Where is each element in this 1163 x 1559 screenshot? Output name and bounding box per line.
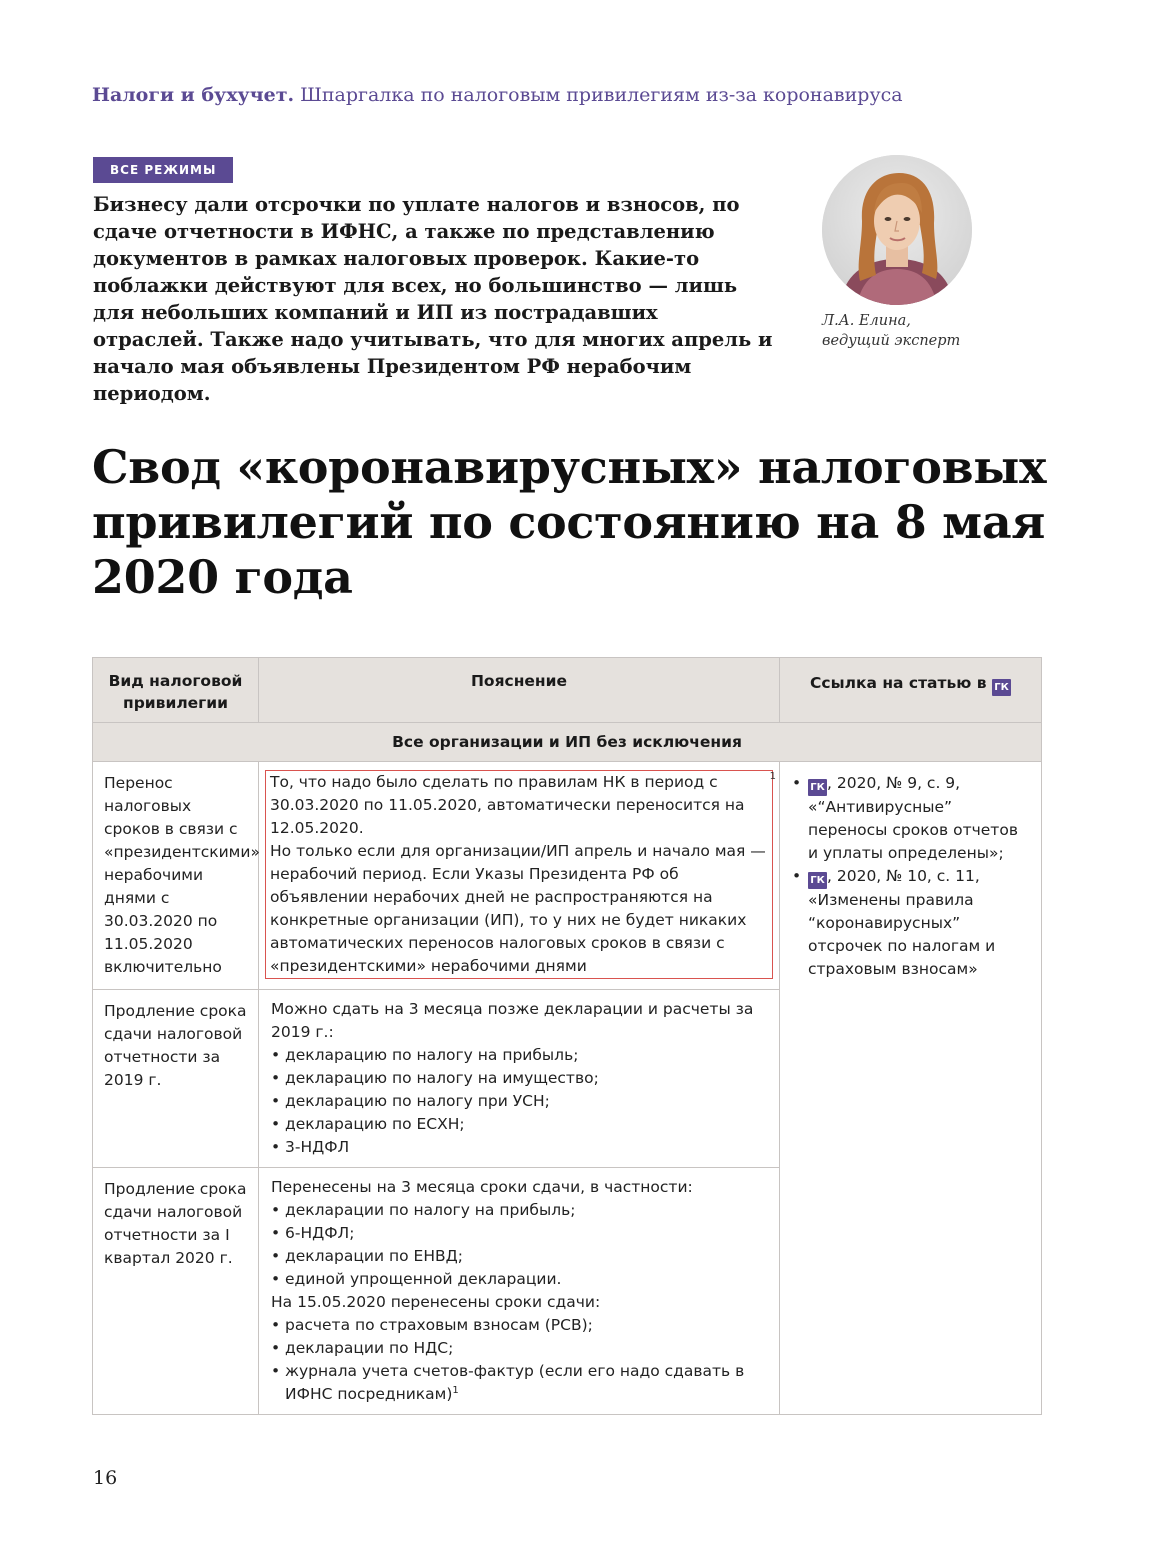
privilege-type-cell: Продление срока сдачи налоговой отчетности за 2019 г. xyxy=(93,990,259,1168)
table-header-row xyxy=(93,658,1042,723)
gk-logo-icon: ГК xyxy=(808,779,827,796)
running-head-section: Налоги и бухучет. xyxy=(92,84,295,106)
regime-tag: ВСЕ РЕЖИМЫ xyxy=(93,157,233,183)
bullet-icon: • xyxy=(271,1046,281,1064)
bullet-icon: • xyxy=(792,774,802,792)
explanation-text-1: То, что надо было сделать по правилам НК в период с 30.03.2020 по 11.05.2020, автоматически переносится на 12.05.2020. xyxy=(270,773,745,837)
article-title: Свод «коронавирусных» налоговых привилегий по состоянию на 8 мая 2020 года xyxy=(92,440,1047,604)
list-item-text: декларации по ЕНВД; xyxy=(285,1247,463,1265)
explanation-intro: Можно сдать на 3 месяца позже декларации и расчеты за 2019 г.: xyxy=(271,1000,754,1041)
list-item-text: журнала учета счетов-фактур (если его надо сдавать в ИФНС посредникам) xyxy=(285,1362,745,1403)
running-head-subtitle: Шпаргалка по налоговым привилегиям из-за коронавируса xyxy=(300,84,903,106)
explanation-intro-2: На 15.05.2020 перенесены сроки сдачи: xyxy=(271,1293,601,1311)
article-refs-cell xyxy=(780,762,1042,1415)
list-item-text: единой упрощенной декларации. xyxy=(285,1270,562,1288)
bullet-icon: • xyxy=(271,1270,281,1288)
privilege-type-cell: Продление срока сдачи налоговой отчетности за I квартал 2020 г. xyxy=(93,1168,259,1415)
bullet-icon: • xyxy=(271,1224,281,1242)
explanation-text-2: Но только если для организации/ИП апрель и начало мая — нерабочий период. Если Указы Президента РФ об объявлении нерабочих дней не распространяются на конкретные организации (ИП), то у них не будет никаких автоматических переносов налоговых сроков в связи с «президентскими» нерабочими днями xyxy=(270,842,766,975)
privileges-table xyxy=(92,657,1042,1415)
list-item-text: декларации по налогу на прибыль; xyxy=(285,1201,576,1219)
list-item xyxy=(271,1113,767,1136)
list-item xyxy=(271,1090,767,1113)
header-article-link-label: Ссылка на статью в xyxy=(810,674,987,692)
list-item xyxy=(271,1268,767,1291)
gk-logo-icon: ГК xyxy=(808,872,827,889)
bullet-icon: • xyxy=(271,1201,281,1219)
list-item xyxy=(271,1222,767,1245)
explanation-cell xyxy=(259,990,780,1168)
list-item xyxy=(271,1245,767,1268)
bullet-icon: • xyxy=(271,1092,281,1110)
group-all-organizations: Все организации и ИП без исключения xyxy=(93,723,1042,762)
declarations-list xyxy=(271,1044,767,1159)
margin-marker: 1 xyxy=(769,771,776,782)
header-article-link xyxy=(780,658,1042,723)
bullet-icon: • xyxy=(271,1069,281,1087)
article-ref[interactable] xyxy=(792,772,1029,865)
header-explanation: Пояснение xyxy=(259,658,780,723)
author-caption xyxy=(822,311,960,351)
explanation-intro: Перенесены на 3 месяца сроки сдачи, в частности: xyxy=(271,1178,693,1196)
list-item xyxy=(271,1199,767,1222)
list-item xyxy=(271,1044,767,1067)
list-item-text: расчета по страховым взносам (РСВ); xyxy=(285,1316,593,1334)
reports-list xyxy=(271,1199,767,1291)
article-ref-text: , 2020, № 10, с. 11, «Изменены правила “коронавирусных” отсрочек по налогам и страховым взносам» xyxy=(808,867,996,978)
list-item-text: декларации по НДС; xyxy=(285,1339,454,1357)
bullet-icon: • xyxy=(271,1138,281,1156)
article-refs-list xyxy=(792,772,1029,981)
author-photo xyxy=(822,155,972,305)
gk-logo-icon: ГК xyxy=(992,679,1011,696)
reports-list-2 xyxy=(271,1314,767,1406)
list-item-text: декларацию по налогу на имущество; xyxy=(285,1069,599,1087)
list-item-text: декларацию по налогу на прибыль; xyxy=(285,1046,579,1064)
page-number: 16 xyxy=(93,1467,118,1489)
header-privilege-type: Вид налоговой привилегии xyxy=(93,658,259,723)
list-item-text: 3-НДФЛ xyxy=(285,1138,350,1156)
lead-paragraph: Бизнесу дали отсрочки по уплате налогов и взносов, по сдаче отчетности в ИФНС, а также по представлению документов в рамках налоговых проверок. Какие-то поблажки действуют для всех, но большинство — лишь для небольших компаний и ИП из пострадавших отраслей. Также надо учитывать, что для многих апрель и начало мая объявлены Президентом РФ нерабочим периодом. xyxy=(93,193,773,405)
list-item-text: декларацию по налогу при УСН; xyxy=(285,1092,550,1110)
privilege-type-cell: Перенос налоговых сроков в связи с «президентскими» нерабочими днями с 30.03.2020 по 11.05.2020 включительно xyxy=(93,762,259,990)
list-item xyxy=(271,1067,767,1090)
explanation-cell xyxy=(259,1168,780,1415)
bullet-icon: • xyxy=(271,1362,281,1380)
list-item-text: декларацию по ЕСХН; xyxy=(285,1115,465,1133)
article-ref-text: , 2020, № 9, с. 9, «“Антивирусные” переносы сроков отчетов и уплаты определены»; xyxy=(808,774,1018,862)
group-row xyxy=(93,723,1042,762)
bullet-icon: • xyxy=(271,1115,281,1133)
footnote-marker[interactable]: 1 xyxy=(452,1384,459,1396)
bullet-icon: • xyxy=(271,1339,281,1357)
bullet-icon: • xyxy=(271,1316,281,1334)
bullet-icon: • xyxy=(271,1247,281,1265)
list-item xyxy=(271,1314,767,1337)
table-row xyxy=(93,762,1042,990)
highlighted-explanation xyxy=(265,770,776,979)
author-role: ведущий эксперт xyxy=(822,333,961,349)
running-head xyxy=(92,84,903,106)
bullet-icon: • xyxy=(792,867,802,885)
article-ref[interactable] xyxy=(792,865,1029,981)
author-name: Л.А. Елина, xyxy=(822,313,911,329)
author-portrait-image xyxy=(822,155,972,305)
explanation-cell xyxy=(259,762,780,990)
list-item-text: 6-НДФЛ; xyxy=(285,1224,355,1242)
list-item xyxy=(271,1337,767,1360)
list-item xyxy=(271,1136,767,1159)
list-item xyxy=(271,1360,767,1406)
